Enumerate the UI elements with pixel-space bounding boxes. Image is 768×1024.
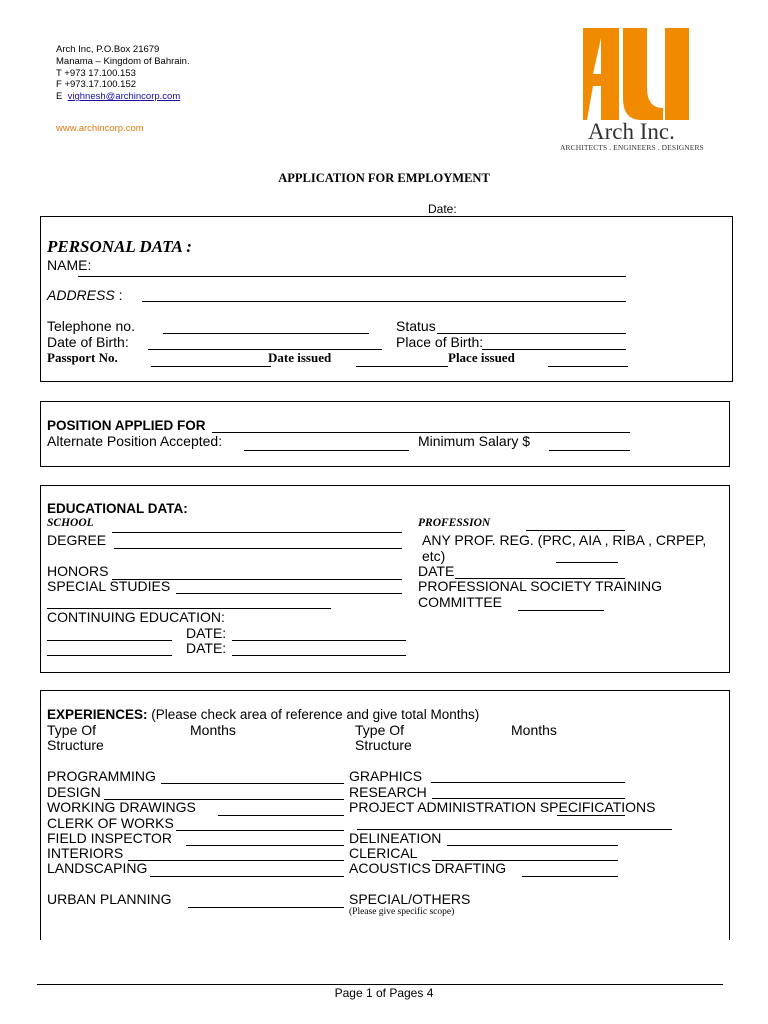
exp-urban-planning-field[interactable] <box>188 907 344 908</box>
exp-interiors-field[interactable] <box>128 860 344 861</box>
prof-reg-label-cont: etc) <box>422 548 446 564</box>
continuing-date-field-2[interactable] <box>232 655 406 656</box>
exp-working-drawings-field[interactable] <box>218 815 344 816</box>
place-issued-label: Place issued <box>448 350 515 365</box>
educational-title: EDUCATIONAL DATA: <box>47 501 188 516</box>
name-field[interactable] <box>78 276 626 277</box>
footer-divider <box>37 984 723 985</box>
exp-field-inspector-label: FIELD INSPECTOR <box>47 830 172 846</box>
type-of-label-left: Type Of <box>47 722 97 738</box>
profession-label: PROFESSION <box>418 517 491 529</box>
degree-label: DEGREE <box>47 532 107 548</box>
society-label-cont: COMMITTEE <box>418 594 502 610</box>
telephone-field[interactable] <box>163 333 369 334</box>
email-line: E vighnesh@archincorp.com <box>56 91 181 103</box>
continuing-date-label-2: DATE: <box>186 640 227 656</box>
special-studies-field[interactable] <box>176 593 402 594</box>
date-issued-label: Date issued <box>268 350 332 365</box>
address-label: ADDRESS : <box>47 287 123 303</box>
date-label-edu: DATE <box>418 563 455 579</box>
exp-project-admin-field[interactable] <box>557 815 625 816</box>
exp-clerical-label: CLERICAL <box>349 845 418 861</box>
exp-graphics-field[interactable] <box>431 782 625 783</box>
exp-programming-label: PROGRAMMING <box>47 768 156 784</box>
degree-field[interactable] <box>114 548 402 549</box>
months-label-right: Months <box>511 722 557 738</box>
structure-label-left: Structure <box>47 737 104 753</box>
status-label: Status <box>396 318 436 334</box>
continuing-education-label: CONTINUING EDUCATION: <box>47 609 225 625</box>
prof-reg-field[interactable] <box>556 562 618 563</box>
continuing-date-label-1: DATE: <box>186 625 227 641</box>
exp-research-label: RESEARCH <box>349 784 427 800</box>
arch-logo-icon <box>583 28 689 120</box>
structure-label-right: Structure <box>355 737 412 753</box>
min-salary-field[interactable] <box>549 450 630 451</box>
name-label: NAME: <box>47 257 92 273</box>
email-link[interactable]: vighnesh@archincorp.com <box>67 91 181 103</box>
society-field[interactable] <box>518 610 604 611</box>
website-link[interactable]: www.archincorp.com <box>56 123 144 134</box>
form-title: APPLICATION FOR EMPLOYMENT <box>278 171 490 185</box>
exp-programming-field[interactable] <box>161 783 344 784</box>
school-label: SCHOOL <box>47 517 94 529</box>
continuing-field-2[interactable] <box>47 655 172 656</box>
company-contact <box>56 44 190 103</box>
place-issued-field[interactable] <box>548 366 628 367</box>
page-number: Page 1 of Pages 4 <box>334 986 434 1000</box>
exp-clerk-field[interactable] <box>176 830 344 831</box>
exp-clerk-label: CLERK OF WORKS <box>47 815 174 831</box>
exp-urban-planning-label: URBAN PLANNING <box>47 891 172 907</box>
date-issued-field[interactable] <box>356 366 448 367</box>
logo-tagline: ARCHITECTS . ENGINEERS . DESIGNERS <box>560 143 704 152</box>
type-of-label-right: Type Of <box>355 722 405 738</box>
exp-design-label: DESIGN <box>47 784 101 800</box>
position-applied-label: POSITION APPLIED FOR <box>47 418 206 433</box>
special-studies-label: SPECIAL STUDIES <box>47 578 171 594</box>
experiences-heading <box>47 707 479 722</box>
honors-label: HONORS <box>47 563 109 579</box>
address-field[interactable] <box>142 301 626 302</box>
dob-field[interactable] <box>148 349 382 350</box>
school-field[interactable] <box>112 532 402 533</box>
prof-reg-label: ANY PROF. REG. (PRC, AIA , RIBA , CRPEP, <box>422 532 707 548</box>
exp-delineation-label: DELINEATION <box>349 830 442 846</box>
exp-field-inspector-field[interactable] <box>186 845 344 846</box>
exp-landscaping-field[interactable] <box>150 876 344 877</box>
passport-field[interactable] <box>151 366 271 367</box>
experiences-title: EXPERIENCES: <box>47 707 148 722</box>
telephone-label: Telephone no. <box>47 318 135 334</box>
experiences-note: (Please check area of reference and give total Months) <box>147 707 480 722</box>
passport-label: Passport No. <box>47 350 118 365</box>
continuing-date-field-1[interactable] <box>232 640 406 641</box>
logo-name: Arch Inc. <box>588 119 675 144</box>
date-label: Date: <box>428 202 457 216</box>
exp-special-note: (Please give specific scope) <box>349 907 455 917</box>
society-label: PROFESSIONAL SOCIETY TRAINING <box>418 578 663 594</box>
months-label-left: Months <box>190 722 236 738</box>
exp-project-admin-label: PROJECT ADMINISTRATION SPECIFICATIONS <box>349 799 656 815</box>
personal-data-title: PERSONAL DATA : <box>47 237 192 256</box>
exp-working-drawings-label: WORKING DRAWINGS <box>47 799 196 815</box>
address-line: Manama – Kingdom of Bahrain. <box>56 55 190 67</box>
phone-line: T +973 17.100.153 <box>56 67 136 79</box>
exp-interiors-label: INTERIORS <box>47 845 124 861</box>
exp-acoustics-field[interactable] <box>522 876 618 877</box>
exp-graphics-label: GRAPHICS <box>349 768 423 784</box>
exp-acoustics-label: ACOUSTICS DRAFTING <box>349 860 507 876</box>
exp-delineation-field[interactable] <box>447 845 618 846</box>
exp-special-label: SPECIAL/OTHERS <box>349 891 471 907</box>
min-salary-label: Minimum Salary $ <box>418 433 531 449</box>
fax-line: F +973.17.100.152 <box>56 79 137 91</box>
alternate-position-label: Alternate Position Accepted: <box>47 433 223 449</box>
address-line: Arch Inc, P.O.Box 21679 <box>56 44 160 55</box>
alternate-position-field[interactable] <box>244 450 409 451</box>
pob-label: Place of Birth: <box>396 334 484 350</box>
continuing-field-1[interactable] <box>47 640 172 641</box>
exp-landscaping-label: LANDSCAPING <box>47 860 148 876</box>
dob-label: Date of Birth: <box>47 334 129 350</box>
profession-field[interactable] <box>526 530 625 531</box>
